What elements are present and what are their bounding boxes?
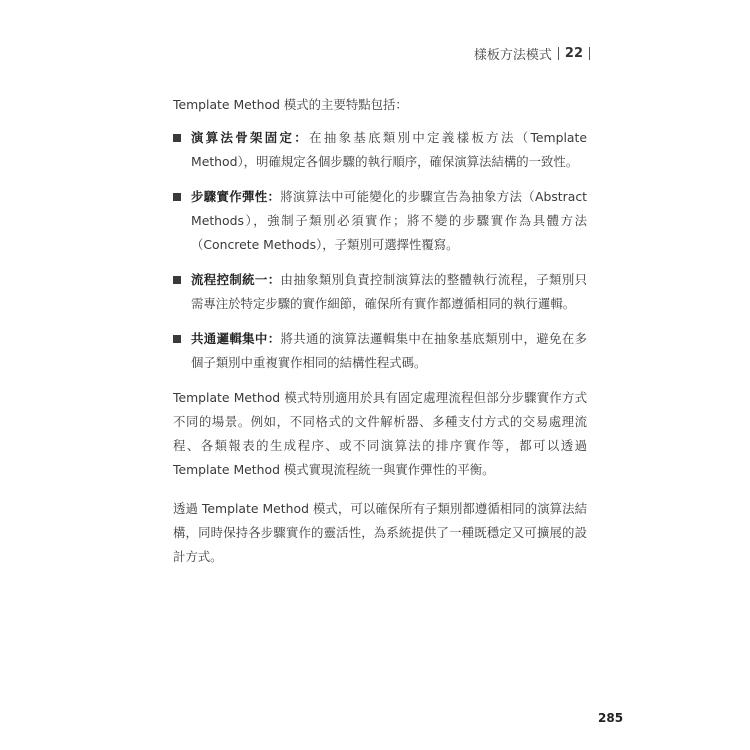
square-bullet-icon bbox=[173, 134, 181, 142]
header-divider bbox=[558, 47, 559, 60]
list-item bbox=[173, 185, 587, 257]
square-bullet-icon bbox=[173, 276, 181, 284]
running-header bbox=[474, 44, 590, 63]
header-divider bbox=[589, 47, 590, 60]
square-bullet-icon bbox=[173, 335, 181, 343]
feature-list bbox=[173, 126, 587, 375]
list-item-text: 將演算法中可能變化的步驟宣告為抽象方法（Abstract Methods），強制子類別必須實作；將不變的步驟實作為具體方法（Concrete Methods），子類別可選擇性覆寫。 bbox=[191, 189, 588, 252]
list-item bbox=[173, 327, 587, 375]
intro-line: Template Method 模式的主要特點包括： bbox=[173, 97, 408, 112]
page-number: 285 bbox=[598, 711, 624, 725]
square-bullet-icon bbox=[173, 193, 181, 201]
list-item-term: 流程控制統一： bbox=[191, 272, 281, 287]
chapter-title: 樣板方法模式 bbox=[473, 48, 552, 63]
list-item-text: 由抽象類別負責控制演算法的整體執行流程，子類別只需專注於特定步驟的實作細節，確保所有實作都遵循相同的執行邏輯。 bbox=[191, 272, 588, 311]
list-item bbox=[173, 126, 587, 174]
list-item-term: 共通邏輯集中： bbox=[191, 331, 281, 346]
body-paragraph: Template Method 模式特別適用於具有固定處理流程但部分步驟實作方式不同的場景。例如，不同格式的文件解析器、多種支付方式的交易處理流程、各類報表的生成程序、或不同演算法的排序實作等，都可以透過 Template Method 模式實現流程統一與實作彈性的平衡。 bbox=[173, 390, 587, 477]
list-item-text: 在抽象基底類別中定義樣板方法（Template Method），明確規定各個步驟的執行順序，確保演算法結構的一致性。 bbox=[191, 130, 587, 169]
list-item-text: 將共通的演算法邏輯集中在抽象基底類別中，避免在多個子類別中重複實作相同的結構性程式碼。 bbox=[191, 331, 588, 370]
body-text bbox=[173, 93, 587, 569]
chapter-number: 22 bbox=[564, 46, 583, 61]
list-item-term: 演算法骨架固定： bbox=[191, 130, 310, 145]
list-item-term: 步驟實作彈性： bbox=[191, 189, 281, 204]
list-item bbox=[173, 268, 587, 316]
body-paragraph: 透過 Template Method 模式，可以確保所有子類別都遵循相同的演算法結構，同時保持各步驟實作的靈活性，為系統提供了一種既穩定又可擴展的設計方式。 bbox=[173, 501, 587, 564]
